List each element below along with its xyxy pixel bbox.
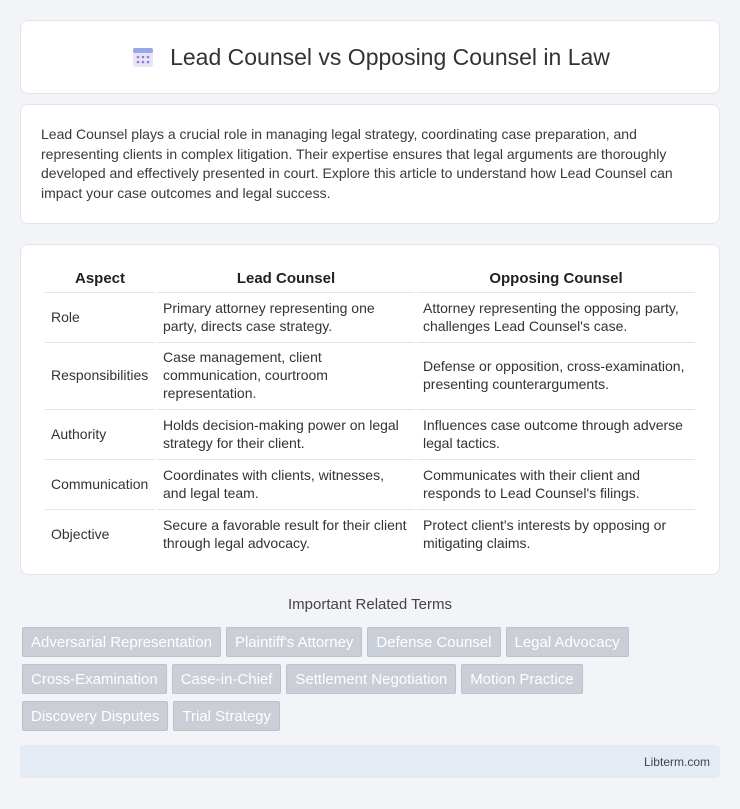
cell-opposing: Defense or opposition, cross-examination, presenting counterarguments.	[417, 342, 695, 407]
table-row	[45, 342, 695, 407]
header-lead-counsel: Lead Counsel	[236, 270, 336, 287]
cell-aspect: Responsibilities	[45, 342, 155, 407]
cell-lead: Secure a favorable result for their client through legal advocacy.	[157, 509, 415, 557]
cell-opposing: Attorney representing the opposing party, challenges Lead Counsel's case.	[417, 292, 695, 340]
table-row	[45, 409, 695, 457]
tag-legal-advocacy[interactable]: Legal Advocacy	[506, 627, 629, 657]
cell-aspect: Objective	[45, 509, 155, 557]
footer-site-link[interactable]: Libterm.com	[643, 754, 710, 769]
intro-text: Lead Counsel plays a crucial role in managing legal strategy, coordinating case preparation, and representing clients in complex litigation. Their expertise ensures that legal arguments are thoroughly developed and effectively presented in court. Explore this article to understand how Lead Counsel can impact your case outcomes and legal success.	[41, 126, 673, 201]
cell-lead: Coordinates with clients, witnesses, and legal team.	[157, 459, 415, 507]
table-row	[45, 459, 695, 507]
tag-adversarial-representation[interactable]: Adversarial Representation	[22, 627, 221, 657]
cell-opposing: Influences case outcome through adverse legal tactics.	[417, 409, 695, 457]
tag-motion-practice[interactable]: Motion Practice	[461, 664, 582, 694]
tag-plaintiffs-attorney[interactable]: Plaintiff's Attorney	[226, 627, 362, 657]
title-card	[20, 20, 720, 94]
tag-discovery-disputes[interactable]: Discovery Disputes	[22, 701, 168, 731]
footer	[20, 745, 720, 778]
related-terms-tags	[22, 627, 702, 738]
cell-opposing: Protect client's interests by opposing or mitigating claims.	[417, 509, 695, 557]
tag-trial-strategy[interactable]: Trial Strategy	[173, 701, 280, 731]
cell-lead: Holds decision-making power on legal strategy for their client.	[157, 409, 415, 457]
related-terms-heading: Important Related Terms	[288, 596, 452, 613]
calendar-grid-icon	[130, 44, 156, 70]
comparison-table	[43, 265, 697, 559]
tag-settlement-negotiation[interactable]: Settlement Negotiation	[286, 664, 456, 694]
tag-defense-counsel[interactable]: Defense Counsel	[367, 627, 500, 657]
header-aspect: Aspect	[74, 270, 126, 287]
page-title: Lead Counsel vs Opposing Counsel in Law	[170, 43, 610, 70]
table-row	[45, 509, 695, 557]
table-header-row	[45, 267, 695, 290]
comparison-table-card	[20, 244, 720, 575]
cell-lead: Primary attorney representing one party, directs case strategy.	[157, 292, 415, 340]
tag-case-in-chief[interactable]: Case-in-Chief	[172, 664, 282, 694]
tag-cross-examination[interactable]: Cross-Examination	[22, 664, 167, 694]
intro-card	[20, 104, 720, 224]
cell-aspect: Role	[45, 292, 155, 340]
cell-aspect: Communication	[45, 459, 155, 507]
table-row	[45, 292, 695, 340]
cell-aspect: Authority	[45, 409, 155, 457]
cell-opposing: Communicates with their client and responds to Lead Counsel's filings.	[417, 459, 695, 507]
header-opposing-counsel: Opposing Counsel	[489, 270, 623, 287]
cell-lead: Case management, client communication, courtroom representation.	[157, 342, 415, 407]
